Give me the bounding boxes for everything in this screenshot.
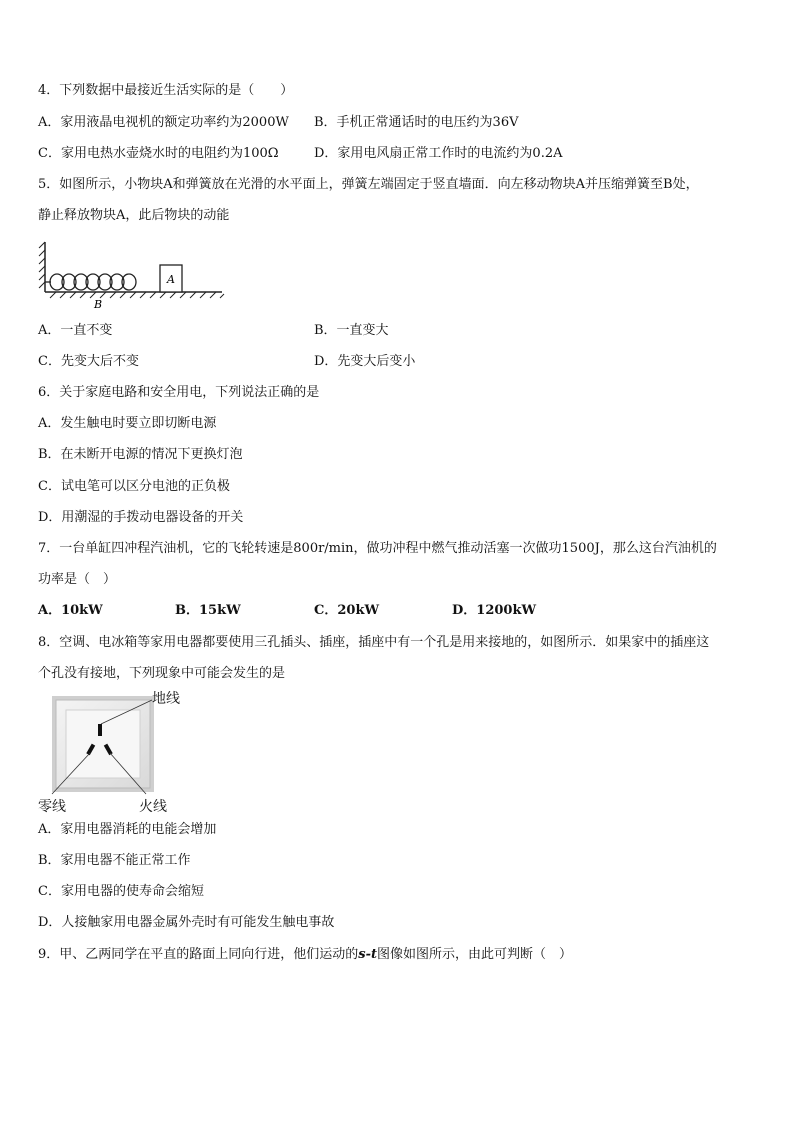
q9-stem-part2: 图像如图所示，由此可判断（ ） (377, 947, 573, 962)
q7-option-d: D．1200kW (452, 603, 537, 618)
ground-wire-label: 地线 (152, 691, 180, 707)
q4-stem: 4．下列数据中最接近生活实际的是（ ） (38, 83, 294, 98)
spring-block-figure (38, 238, 228, 310)
point-b-label: B (93, 298, 103, 310)
q4-option-a: A．家用液晶电视机的额定功率约为2000W (38, 115, 289, 130)
socket-figure (38, 686, 198, 814)
q7-option-c: C．20kW (314, 603, 380, 618)
q5-option-c: C．先变大后不变 (38, 354, 139, 369)
q7-stem-line2: 功率是（ ） (38, 572, 117, 587)
q8-option-d: D．人接触家用电器金属外壳时有可能发生触电事故 (38, 915, 335, 930)
q4-option-c: C．家用电热水壶烧水时的电阻约为100Ω (38, 146, 279, 161)
q7-option-a: A．10kW (38, 603, 103, 618)
q7-option-b: B．15kW (175, 603, 241, 618)
q6-option-c: C．试电笔可以区分电池的正负极 (38, 479, 230, 494)
q5-stem-line1: 5．如图所示，小物块A和弹簧放在光滑的水平面上，弹簧左端固定于竖直墙面．向左移动物块A并压缩弹簧至B处， (38, 177, 699, 192)
q8-option-a: A．家用电器消耗的电能会增加 (38, 822, 217, 837)
spring (45, 274, 136, 290)
q6-option-b: B．在未断开电源的情况下更换灯泡 (38, 447, 243, 462)
q9-stem (38, 946, 572, 964)
q6-stem: 6．关于家庭电路和安全用电，下列说法正确的是 (38, 385, 320, 400)
ground-hole (98, 724, 102, 736)
block-a-label: A (167, 273, 175, 286)
q5-option-d: D．先变大后变小 (314, 354, 416, 369)
q9-stem-italic: s-t (358, 947, 378, 962)
q4-option-b: B．手机正常通话时的电压约为36V (314, 115, 519, 130)
q8-option-b: B．家用电器不能正常工作 (38, 853, 191, 868)
q5-stem-line2: 静止释放物块A，此后物块的动能 (38, 208, 230, 223)
q8-stem-line2: 个孔没有接地，下列现象中可能会发生的是 (38, 666, 286, 681)
q8-option-c: C．家用电器的使寿命会缩短 (38, 884, 204, 899)
q5-option-b: B．一直变大 (314, 323, 389, 338)
q4-option-d: D．家用电风扇正常工作时的电流约为0.2A (314, 146, 563, 161)
q6-option-d: D．用潮湿的手拨动电器设备的开关 (38, 510, 244, 525)
q7-stem-line1: 7．一台单缸四冲程汽油机，它的飞轮转速是800r/min，做功冲程中燃气推动活塞一次做功1500J，那么这台汽油机的 (38, 541, 717, 556)
live-wire-label: 火线 (139, 799, 167, 815)
q9-stem-part1: 9．甲、乙两同学在平直的路面上同向行进，他们运动的 (38, 947, 359, 962)
q6-option-a: A．发生触电时要立即切断电源 (38, 416, 217, 431)
q5-option-a: A．一直不变 (38, 323, 113, 338)
neutral-wire-label: 零线 (38, 799, 66, 815)
q8-stem-line1: 8．空调、电冰箱等家用电器都要使用三孔插头、插座，插座中有一个孔是用来接地的，如图所示．如果家中的插座这 (38, 635, 710, 650)
